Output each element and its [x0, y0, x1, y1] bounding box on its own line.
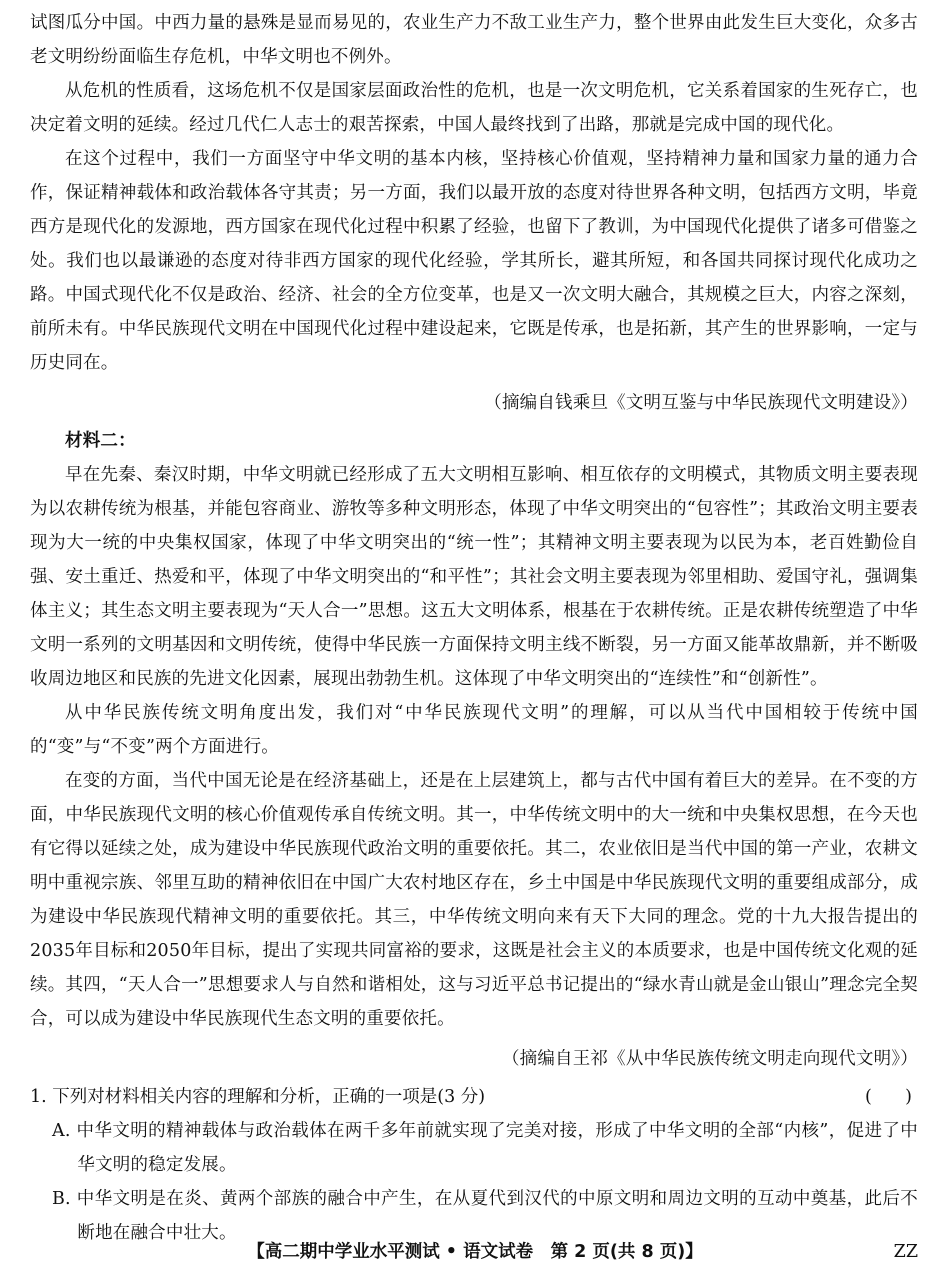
answer-blank[interactable]: ( ) [864, 1087, 912, 1107]
material1-paragraph-3: 在这个过程中，我们一方面坚守中华文明的基本内核，坚持核心价值观，坚持精神力量和国家力量的通力合作，保证精神载体和政治载体各守其责；另一方面，我们以最开放的态度对待世界各种文明，包括西方文明，毕竟西方是现代化的发源地，西方国家在现代化过程中积累了经验，也留下了教训，为中国现代化提供了诸多可借鉴之处。我们也以最谦逊的态度对待非西方国家的现代化经验，学其所长，避其所短，和各国共同探讨现代化成功之路。中国式现代化不仅是政治、经济、社会的全方位变革，也是又一次文明大融合，其规模之巨大，内容之深刻，前所未有。中华民族现代文明在中国现代化过程中建设起来，它既是传承，也是拓新，其产生的世界影响，一定与历史同在。 [30, 149, 918, 373]
material2-paragraph-1: 早在先秦、秦汉时期，中华文明就已经形成了五大文明相互影响、相互依存的文明模式，其物质文明主要表现为以农耕传统为根基，并能包容商业、游牧等多种文明形态，体现了中华文明突出的“包容性”；其政治文明主要表现为大一统的中央集权国家，体现了中华文明突出的“统一性”；其精神文明主要表现为以民为本，老百姓勤俭自强、安土重迁、热爱和平，体现了中华文明突出的“和平性”；其社会文明主要表现为邻里相助、爱国守礼，强调集体主义；其生态文明主要表现为“天人合一”思想。这五大文明体系，根基在于农耕传统。正是农耕传统塑造了中华文明一系列的文明基因和文明传统，使得中华民族一方面保持文明主线不断裂，另一方面又能革故鼎新，并不断吸收周边地区和民族的先进文化因素，展现出勃勃生机。这体现了中华文明突出的“连续性”和“创新性”。 [30, 465, 918, 689]
material1-paragraph-1: 试图瓜分中国。中西力量的悬殊是显而易见的，农业生产力不敌工业生产力，整个世界由此发生巨大变化，众多古老文明纷纷面临生存危机，中华文明也不例外。 [30, 13, 918, 67]
material1-paragraph-2: 从危机的性质看，这场危机不仅是国家层面政治性的危机，也是一次文明危机，它关系着国家的生死存亡，也决定着文明的延续。经过几代仁人志士的艰苦探索，中国人最终找到了出路，那就是完成中国的现代化。 [30, 81, 918, 135]
footer-code: ZZ [893, 1242, 918, 1262]
material2-paragraph-2: 从中华民族传统文明角度出发，我们对“中华民族现代文明”的理解，可以从当代中国相较于传统中国的“变”与“不变”两个方面进行。 [30, 703, 918, 757]
material2-heading: 材料二： [65, 431, 136, 451]
exam-page-body [30, 6, 918, 1250]
material2-paragraph-3: 在变的方面，当代中国无论是在经济基础上，还是在上层建筑上，都与古代中国有着巨大的差异。在不变的方面，中华民族现代文明的核心价值观传承自传统文明。其一，中华传统文明中的大一统和中央集权思想，在今天也有它得以延续之处，成为建设中华民族现代政治文明的重要依托。其二，农业依旧是当代中国的第一产业，农耕文明中重视宗族、邻里互助的精神依旧在中国广大农村地区存在，乡土中国是中华民族现代文明的重要组成部分，成为建设中华民族现代精神文明的重要依托。其三，中华传统文明向来有天下大同的理念。党的十九大报告提出的2035年目标和2050年目标，提出了实现共同富裕的要求，这既是社会主义的本质要求，也是中国传统文化观的延续。其四，“天人合一”思想要求人与自然和谐相处，这与习近平总书记提出的“绿水青山就是金山银山”理念完全契合，可以成为建设中华民族现代生态文明的重要依托。 [30, 771, 918, 1029]
page-footer [0, 1237, 950, 1267]
option-b: B. 中华文明是在炎、黄两个部族的融合中产生，在从夏代到汉代的中原文明和周边文明的互动中奠基，此后不断地在融合中壮大。 [52, 1189, 918, 1243]
question-1-stem: 1. 下列对材料相关内容的理解和分析，正确的一项是(3 分) [30, 1087, 486, 1107]
option-a: A. 中华文明的精神载体与政治载体在两千多年前就实现了完美对接，形成了中华文明的全部“内核”，促进了中华文明的稳定发展。 [52, 1121, 918, 1175]
footer-title: 【高二期中学业水平测试 • 语文试卷 第 2 页(共 8 页)】 [247, 1242, 703, 1262]
material1-source: （摘编自钱乘旦《文明互鉴与中华民族现代文明建设》） [484, 393, 918, 413]
material2-source: （摘编自王祁《从中华民族传统文明走向现代文明》） [501, 1049, 918, 1069]
question-1-stem-row [30, 1080, 918, 1114]
